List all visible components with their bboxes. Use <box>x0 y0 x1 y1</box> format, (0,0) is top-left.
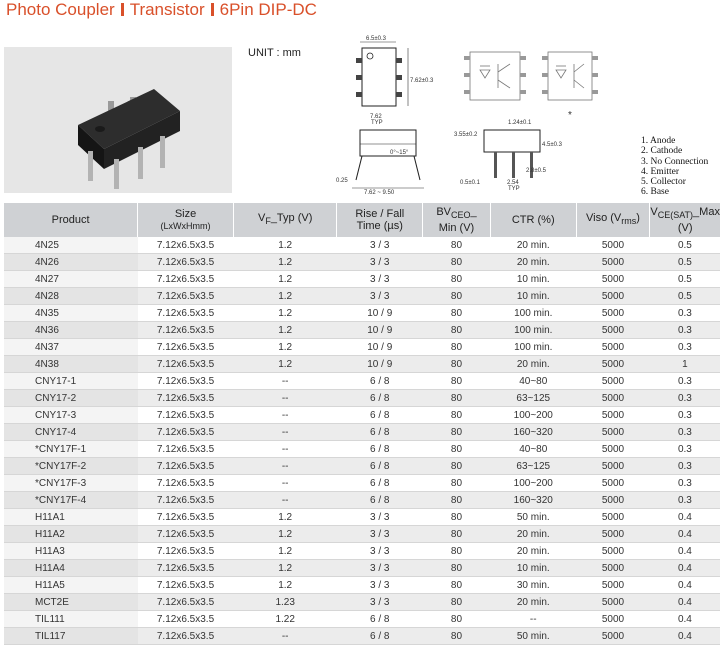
cell-ctr: 50 min. <box>490 509 576 526</box>
col-vcesat: $V_{CE(SAT)}\_Max$ (V) <box>650 203 720 237</box>
pin-item: 4. Emitter <box>641 166 679 177</box>
cell-vce: 0.3 <box>650 424 720 441</box>
spec-table <box>4 203 720 645</box>
cell-size: 7.12x6.5x3.5 <box>138 458 234 475</box>
table-row <box>4 305 720 322</box>
cell-product: H11A4 <box>4 560 138 577</box>
pin-item: 1. Anode <box>641 136 676 146</box>
cell-bv: 80 <box>423 577 491 594</box>
cell-size: 7.12x6.5x3.5 <box>138 594 234 611</box>
cell-rise: 3 / 3 <box>337 509 423 526</box>
cell-vf: 1.2 <box>233 356 337 373</box>
cell-product: *CNY17F-2 <box>4 458 138 475</box>
cell-ctr: 100 min. <box>490 305 576 322</box>
cell-rise: 3 / 3 <box>337 237 423 254</box>
cell-vce: 0.4 <box>650 628 720 645</box>
cell-viso: 5000 <box>576 611 650 628</box>
cell-rise: 3 / 3 <box>337 577 423 594</box>
col-size: Size (LxWxHmm) <box>138 203 234 237</box>
dim-row-pitch: 7.62 <box>370 114 382 120</box>
cell-bv: 80 <box>423 611 491 628</box>
product-photo <box>4 47 232 193</box>
package-drawings <box>330 30 640 205</box>
cell-vf: 1.2 <box>233 254 337 271</box>
cell-vf: 1.2 <box>233 322 337 339</box>
dip-chip-icon <box>4 47 232 193</box>
cell-size: 7.12x6.5x3.5 <box>138 577 234 594</box>
cell-viso: 5000 <box>576 322 650 339</box>
cell-vce: 0.3 <box>650 475 720 492</box>
cell-ctr: -- <box>490 611 576 628</box>
cell-vce: 0.5 <box>650 254 720 271</box>
cell-viso: 5000 <box>576 407 650 424</box>
cell-bv: 80 <box>423 424 491 441</box>
cell-size: 7.12x6.5x3.5 <box>138 628 234 645</box>
col-product: Product <box>4 203 138 237</box>
cell-rise: 3 / 3 <box>337 526 423 543</box>
cell-viso: 5000 <box>576 560 650 577</box>
cell-rise: 6 / 8 <box>337 390 423 407</box>
cell-ctr: 63~125 <box>490 458 576 475</box>
cell-size: 7.12x6.5x3.5 <box>138 254 234 271</box>
title-type: Transistor <box>129 0 205 19</box>
cell-vf: -- <box>233 441 337 458</box>
dim-side: 7.62±0.3 <box>410 78 434 84</box>
cell-size: 7.12x6.5x3.5 <box>138 424 234 441</box>
cell-viso: 5000 <box>576 441 650 458</box>
table-row <box>4 560 720 577</box>
cell-ctr: 10 min. <box>490 271 576 288</box>
dim-row-pitch-sub: TYP <box>371 120 383 126</box>
cell-vf: 1.2 <box>233 543 337 560</box>
cell-product: CNY17-4 <box>4 424 138 441</box>
cell-product: *CNY17F-1 <box>4 441 138 458</box>
cell-viso: 5000 <box>576 288 650 305</box>
cell-product: 4N28 <box>4 288 138 305</box>
cell-size: 7.12x6.5x3.5 <box>138 543 234 560</box>
cell-viso: 5000 <box>576 577 650 594</box>
cell-vce: 0.3 <box>650 322 720 339</box>
pin-legend <box>641 136 708 198</box>
cell-viso: 5000 <box>576 424 650 441</box>
cell-viso: 5000 <box>576 594 650 611</box>
table-row <box>4 492 720 509</box>
cell-vf: -- <box>233 475 337 492</box>
cell-rise: 6 / 8 <box>337 475 423 492</box>
cell-bv: 80 <box>423 509 491 526</box>
table-row <box>4 628 720 645</box>
cell-viso: 5000 <box>576 271 650 288</box>
cell-product: H11A3 <box>4 543 138 560</box>
cell-viso: 5000 <box>576 390 650 407</box>
cell-vce: 0.4 <box>650 611 720 628</box>
cell-bv: 80 <box>423 305 491 322</box>
cell-rise: 6 / 8 <box>337 407 423 424</box>
col-ctr: CTR (%) <box>490 203 576 237</box>
table-row <box>4 339 720 356</box>
cell-vce: 0.3 <box>650 458 720 475</box>
cell-product: CNY17-1 <box>4 373 138 390</box>
table-body <box>4 237 720 645</box>
page-title <box>6 0 317 20</box>
cell-viso: 5000 <box>576 509 650 526</box>
cell-bv: 80 <box>423 254 491 271</box>
cell-bv: 80 <box>423 526 491 543</box>
cell-ctr: 20 min. <box>490 594 576 611</box>
cell-rise: 6 / 8 <box>337 611 423 628</box>
cell-size: 7.12x6.5x3.5 <box>138 237 234 254</box>
cell-vce: 0.5 <box>650 237 720 254</box>
cell-vf: -- <box>233 628 337 645</box>
cell-vce: 0.3 <box>650 441 720 458</box>
cell-ctr: 20 min. <box>490 356 576 373</box>
cell-viso: 5000 <box>576 339 650 356</box>
cell-size: 7.12x6.5x3.5 <box>138 407 234 424</box>
cell-vf: -- <box>233 424 337 441</box>
cell-rise: 3 / 3 <box>337 254 423 271</box>
cell-vce: 0.4 <box>650 560 720 577</box>
cell-viso: 5000 <box>576 492 650 509</box>
title-category: Photo Coupler <box>6 0 115 19</box>
side-view-drawing <box>454 120 563 192</box>
title-package: 6Pin DIP-DC <box>219 0 317 19</box>
cell-product: TIL111 <box>4 611 138 628</box>
table-row <box>4 288 720 305</box>
cell-ctr: 20 min. <box>490 254 576 271</box>
cell-rise: 3 / 3 <box>337 543 423 560</box>
dim-height: 4.5±0.3 <box>542 142 562 148</box>
table-row <box>4 441 720 458</box>
table-row <box>4 424 720 441</box>
cell-ctr: 20 min. <box>490 237 576 254</box>
cell-vce: 0.4 <box>650 594 720 611</box>
cell-product: 4N37 <box>4 339 138 356</box>
cell-rise: 3 / 3 <box>337 271 423 288</box>
end-view-drawing <box>336 114 424 196</box>
cell-vf: 1.2 <box>233 577 337 594</box>
dim-pitch: 2.54 <box>507 180 519 186</box>
cell-ctr: 100~200 <box>490 407 576 424</box>
cell-rise: 10 / 9 <box>337 356 423 373</box>
table-row <box>4 509 720 526</box>
cell-product: CNY17-3 <box>4 407 138 424</box>
cell-vce: 0.3 <box>650 407 720 424</box>
cell-bv: 80 <box>423 441 491 458</box>
schematic-drawing <box>464 52 526 100</box>
dim-lead-width: 0.5±0.1 <box>460 180 480 186</box>
cell-ctr: 40~80 <box>490 373 576 390</box>
cell-viso: 5000 <box>576 543 650 560</box>
table-row <box>4 356 720 373</box>
cell-viso: 5000 <box>576 475 650 492</box>
table-row <box>4 390 720 407</box>
cell-bv: 80 <box>423 288 491 305</box>
cell-rise: 6 / 8 <box>337 424 423 441</box>
table-row <box>4 594 720 611</box>
cell-vce: 0.3 <box>650 492 720 509</box>
cell-rise: 3 / 3 <box>337 288 423 305</box>
table-row <box>4 322 720 339</box>
table-row <box>4 407 720 424</box>
cell-product: 4N27 <box>4 271 138 288</box>
cell-vf: 1.2 <box>233 237 337 254</box>
cell-vf: 1.2 <box>233 271 337 288</box>
cell-rise: 10 / 9 <box>337 339 423 356</box>
cell-rise: 6 / 8 <box>337 628 423 645</box>
cell-bv: 80 <box>423 492 491 509</box>
cell-rise: 6 / 8 <box>337 458 423 475</box>
cell-viso: 5000 <box>576 526 650 543</box>
col-bvceo: $BV_{CEO}\_$ Min (V) <box>423 203 491 237</box>
unit-label: UNIT : mm <box>248 47 301 59</box>
cell-bv: 80 <box>423 373 491 390</box>
table-row <box>4 526 720 543</box>
cell-product: CNY17-2 <box>4 390 138 407</box>
cell-ctr: 63~125 <box>490 390 576 407</box>
dim-lead-length: 2.8±0.5 <box>526 168 546 174</box>
cell-size: 7.12x6.5x3.5 <box>138 288 234 305</box>
dim-pitch-sub: TYP <box>508 186 520 192</box>
cell-bv: 80 <box>423 356 491 373</box>
pin-item: 5. Collector <box>641 177 686 188</box>
cell-rise: 10 / 9 <box>337 322 423 339</box>
cell-bv: 80 <box>423 458 491 475</box>
cell-rise: 6 / 8 <box>337 441 423 458</box>
cell-vce: 1 <box>650 356 720 373</box>
table-row <box>4 611 720 628</box>
cell-ctr: 30 min. <box>490 577 576 594</box>
cell-product: *CNY17F-3 <box>4 475 138 492</box>
cell-bv: 80 <box>423 594 491 611</box>
cell-product: 4N36 <box>4 322 138 339</box>
cell-rise: 3 / 3 <box>337 560 423 577</box>
dim-lead-thickness: 0.25 <box>336 178 348 184</box>
cell-vf: 1.2 <box>233 288 337 305</box>
table-row <box>4 577 720 594</box>
cell-ctr: 100~200 <box>490 475 576 492</box>
cell-viso: 5000 <box>576 237 650 254</box>
cell-rise: 10 / 9 <box>337 305 423 322</box>
cell-size: 7.12x6.5x3.5 <box>138 611 234 628</box>
cell-size: 7.12x6.5x3.5 <box>138 305 234 322</box>
cell-vf: -- <box>233 407 337 424</box>
cell-size: 7.12x6.5x3.5 <box>138 560 234 577</box>
cell-ctr: 10 min. <box>490 288 576 305</box>
table-row <box>4 543 720 560</box>
cell-product: *CNY17F-4 <box>4 492 138 509</box>
cell-bv: 80 <box>423 339 491 356</box>
cell-vce: 0.4 <box>650 543 720 560</box>
cell-size: 7.12x6.5x3.5 <box>138 373 234 390</box>
cell-size: 7.12x6.5x3.5 <box>138 390 234 407</box>
cell-bv: 80 <box>423 475 491 492</box>
cell-product: 4N25 <box>4 237 138 254</box>
cell-size: 7.12x6.5x3.5 <box>138 356 234 373</box>
cell-vce: 0.4 <box>650 577 720 594</box>
cell-size: 7.12x6.5x3.5 <box>138 441 234 458</box>
cell-vf: 1.22 <box>233 611 337 628</box>
cell-size: 7.12x6.5x3.5 <box>138 271 234 288</box>
cell-size: 7.12x6.5x3.5 <box>138 322 234 339</box>
cell-viso: 5000 <box>576 356 650 373</box>
schematic-star: * <box>568 110 572 121</box>
table-row <box>4 475 720 492</box>
cell-ctr: 40~80 <box>490 441 576 458</box>
cell-rise: 6 / 8 <box>337 373 423 390</box>
title-divider <box>121 3 124 16</box>
cell-viso: 5000 <box>576 254 650 271</box>
table-row <box>4 373 720 390</box>
cell-bv: 80 <box>423 237 491 254</box>
cell-ctr: 160~320 <box>490 424 576 441</box>
cell-vf: 1.23 <box>233 594 337 611</box>
cell-rise: 3 / 3 <box>337 594 423 611</box>
dim-length: 1.24±0.1 <box>508 120 532 126</box>
cell-product: H11A5 <box>4 577 138 594</box>
table-row <box>4 237 720 254</box>
cell-viso: 5000 <box>576 628 650 645</box>
dim-row-span: 7.62 ~ 9.50 <box>364 190 395 196</box>
pin-item: 2. Cathode <box>641 146 683 157</box>
cell-size: 7.12x6.5x3.5 <box>138 339 234 356</box>
cell-vce: 0.4 <box>650 526 720 543</box>
cell-ctr: 100 min. <box>490 322 576 339</box>
cell-vf: 1.2 <box>233 526 337 543</box>
cell-vce: 0.5 <box>650 288 720 305</box>
cell-size: 7.12x6.5x3.5 <box>138 509 234 526</box>
col-vf: $V_F\_Typ$ (V) <box>233 203 337 237</box>
cell-vce: 0.3 <box>650 373 720 390</box>
cell-vf: 1.2 <box>233 339 337 356</box>
cell-ctr: 160~320 <box>490 492 576 509</box>
cell-viso: 5000 <box>576 305 650 322</box>
cell-ctr: 20 min. <box>490 543 576 560</box>
cell-vf: -- <box>233 492 337 509</box>
cell-rise: 6 / 8 <box>337 492 423 509</box>
cell-vf: 1.2 <box>233 560 337 577</box>
cell-bv: 80 <box>423 628 491 645</box>
schematic-drawing-alt <box>542 52 598 100</box>
cell-bv: 80 <box>423 407 491 424</box>
cell-vf: -- <box>233 373 337 390</box>
col-viso: Viso $(V_{rms})$ <box>576 203 650 237</box>
dim-top-width: 6.5±0.3 <box>366 36 386 42</box>
cell-product: 4N38 <box>4 356 138 373</box>
cell-viso: 5000 <box>576 458 650 475</box>
dim-angle: 0°~15° <box>390 150 409 156</box>
cell-vce: 0.5 <box>650 271 720 288</box>
cell-bv: 80 <box>423 390 491 407</box>
cell-ctr: 50 min. <box>490 628 576 645</box>
cell-bv: 80 <box>423 322 491 339</box>
cell-ctr: 20 min. <box>490 526 576 543</box>
cell-size: 7.12x6.5x3.5 <box>138 526 234 543</box>
table-row <box>4 458 720 475</box>
cell-vce: 0.3 <box>650 390 720 407</box>
cell-size: 7.12x6.5x3.5 <box>138 492 234 509</box>
package-outline-diagram <box>330 30 640 200</box>
cell-ctr: 100 min. <box>490 339 576 356</box>
cell-product: 4N26 <box>4 254 138 271</box>
col-rise-fall: Rise / Fall Time (µs) <box>337 203 423 237</box>
top-view-drawing <box>356 36 434 106</box>
cell-vce: 0.3 <box>650 339 720 356</box>
cell-ctr: 10 min. <box>490 560 576 577</box>
cell-product: H11A2 <box>4 526 138 543</box>
cell-vf: 1.2 <box>233 509 337 526</box>
table-row <box>4 271 720 288</box>
cell-product: H11A1 <box>4 509 138 526</box>
pin-item: 6. Base <box>641 187 669 198</box>
cell-size: 7.12x6.5x3.5 <box>138 475 234 492</box>
title-divider <box>211 3 214 16</box>
cell-bv: 80 <box>423 560 491 577</box>
cell-vce: 0.4 <box>650 509 720 526</box>
cell-vf: -- <box>233 390 337 407</box>
cell-product: 4N35 <box>4 305 138 322</box>
cell-product: TIL117 <box>4 628 138 645</box>
pin-item: 3. No Connection <box>641 156 709 167</box>
table-header <box>4 203 720 237</box>
cell-vce: 0.3 <box>650 305 720 322</box>
cell-vf: 1.2 <box>233 305 337 322</box>
cell-product: MCT2E <box>4 594 138 611</box>
cell-viso: 5000 <box>576 373 650 390</box>
table-row <box>4 254 720 271</box>
cell-bv: 80 <box>423 543 491 560</box>
dim-body-height: 3.55±0.2 <box>454 132 478 138</box>
cell-vf: -- <box>233 458 337 475</box>
cell-bv: 80 <box>423 271 491 288</box>
